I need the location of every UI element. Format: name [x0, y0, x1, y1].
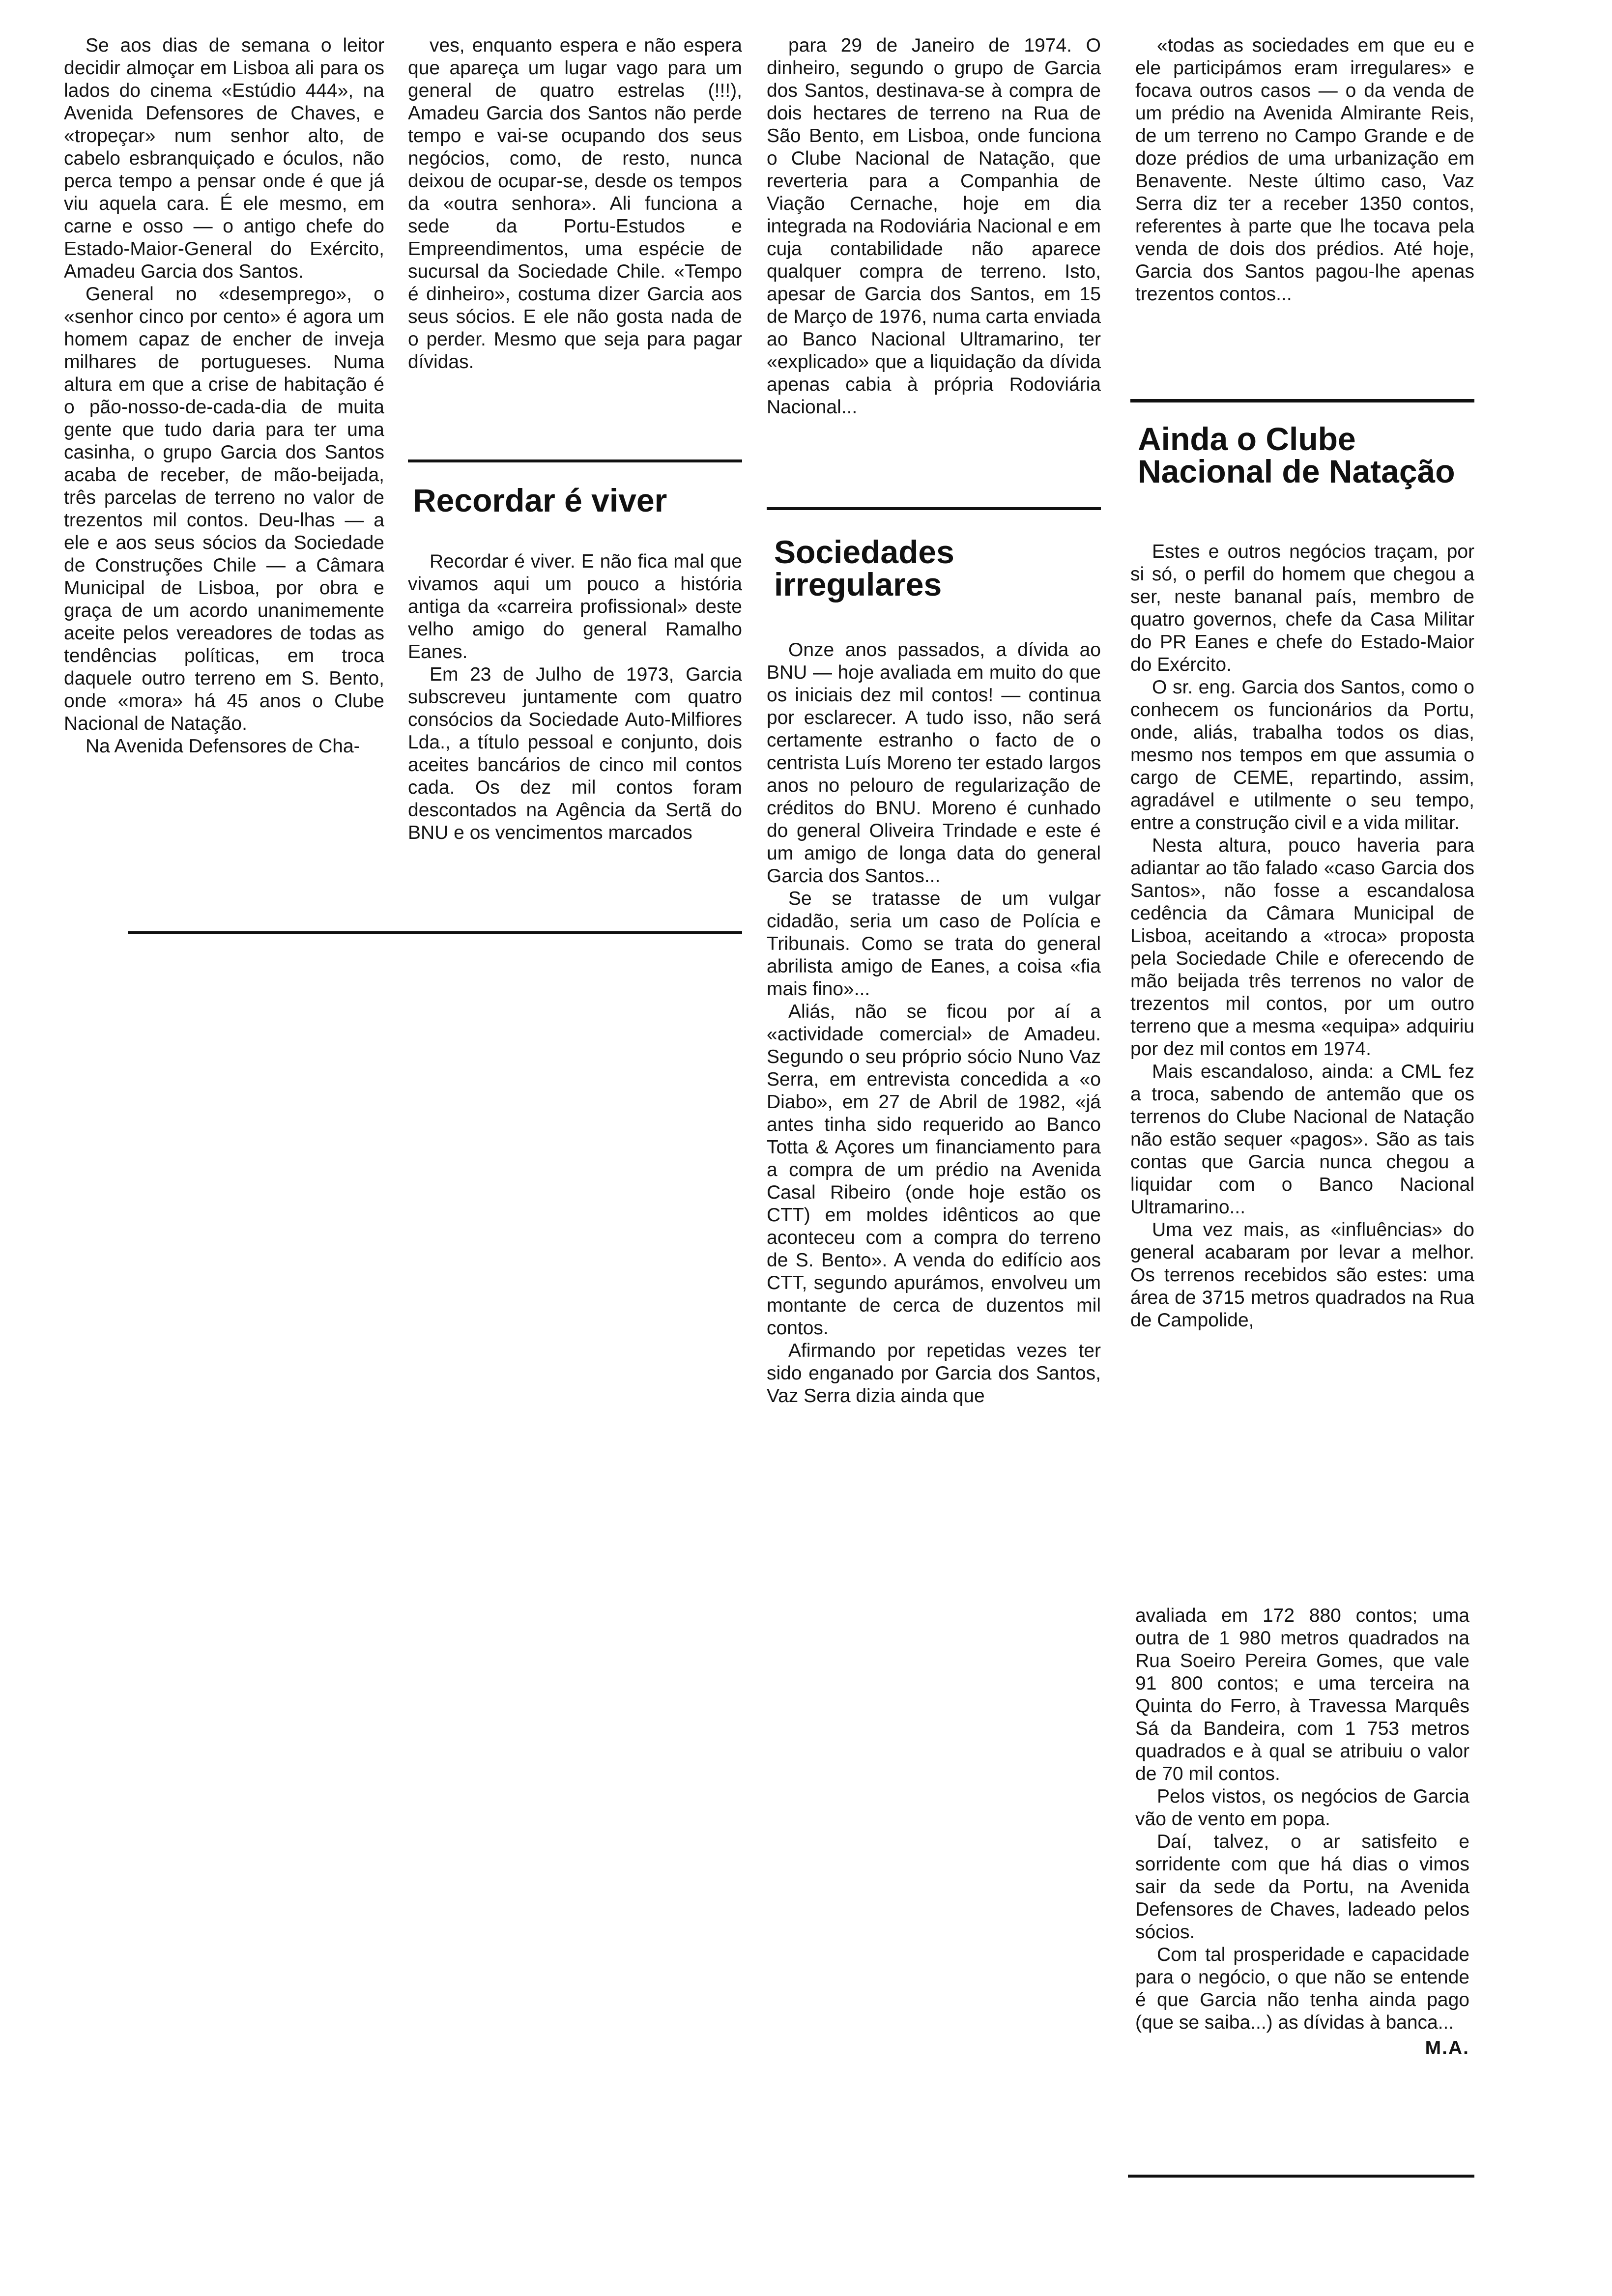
section-divider: [767, 507, 1101, 510]
column-2-lower: [408, 550, 742, 844]
section-divider: [1128, 2175, 1474, 2178]
column-4-section: [1138, 423, 1462, 488]
author-signature: M.A.: [1425, 2038, 1469, 2059]
col4-paragraph: Mais escandaloso, ainda: a CML fez a troca, sabendo de antemão que os terrenos do Clube Nacional de Natação não estão sequer «pagos». São as tais contas que Garcia nunca chegou a liquidar com o Banco Nacional Ultramarino...: [1130, 1061, 1474, 1218]
col1-paragraph: Se aos dias de semana o leitor decidir almoçar em Lisboa ali para os lados do cinema «Estúdio 444», na Avenida Defensores de Chaves, e «tropeçar» num senhor alto, de cabelo esbranquiçado e óculos, não perca tempo a pensar onde é que já viu aquela cara. É ele mesmo, em carne e osso — o antigo chefe do Estado-Maior-General do Exército, Amadeu Garcia dos Santos.: [64, 35, 384, 282]
column-2-section: [413, 484, 737, 517]
col5-paragraph: avaliada em 172 880 contos; uma outra de 1 980 metros quadrados na Rua Soeiro Pereira Gomes, que vale 91 800 contos; e uma terceira na Quinta do Ferro, à Travessa Marquês Sá da Bandeira, com 1 753 metros quadrados e à qual se atribuiu o valor de 70 mil contos.: [1135, 1605, 1469, 1784]
col3-paragraph: Afirmando por repetidas vezes ter sido enganado por Garcia dos Santos, Vaz Serra dizia ainda que: [767, 1340, 1101, 1406]
col3-paragraph: Onze anos passados, a dívida ao BNU — hoje avaliada em muito do que os iniciais dez mil contos! — continua por esclarecer. A tudo isso, não será certamente estranho o facto de o centrista Luís Moreno ter estado largos anos no pelouro de regularização de créditos do BNU. Moreno é cunhado do general Oliveira Trindade e este é um amigo de longa data do general Garcia dos Santos...: [767, 639, 1101, 887]
column-4: [1135, 34, 1474, 306]
heading-recordar-e-viver: Recordar é viver: [413, 482, 667, 518]
col4-paragraph: «todas as sociedades em que eu e ele participámos eram irregulares» e focava outros casos — o da venda de um prédio na Avenida Almirante Reis, de um terreno no Campo Grande e de doze prédios de uma urbanização em Benavente. Neste último caso, Vaz Serra diz ter a receber 1350 contos, referentes à parte que lhe tocava pela venda de dois dos prédios. Até hoje, Garcia dos Santos pagou-lhe apenas trezentos contos...: [1135, 35, 1474, 305]
section-divider: [128, 931, 742, 934]
column-3: [767, 34, 1101, 419]
col5-paragraph: Daí, talvez, o ar satisfeito e sorridente com que há dias o vimos sair da sede da Portu, na Avenida Defensores de Chaves, ladeado pelos sócios.: [1135, 1831, 1469, 1943]
column-4-lower: [1130, 541, 1474, 1332]
column-2: [408, 34, 742, 373]
col2-paragraph: Recordar é viver. E não fica mal que vivamos aqui um pouco a história antiga da «carreira profissional» deste velho amigo do general Ramalho Eanes.: [408, 551, 742, 662]
col3-paragraph: Aliás, não se ficou por aí a «actividade comercial» de Amadeu. Segundo o seu próprio sócio Nuno Vaz Serra, em entrevista concedida a «o Diabo», em 27 de Abril de 1982, «já antes tinha sido requerido ao Banco Totta & Açores um financiamento para a compra de um prédio na Avenida Casal Ribeiro (onde hoje estão os CTT) em moldes idênticos ao que aconteceu com a compra do terreno de S. Bento». A venda do edifício aos CTT, segundo apurámos, envolveu um montante de cerca de duzentos mil contos.: [767, 1001, 1101, 1339]
col3-paragraph: Se se tratasse de um vulgar cidadão, seria um caso de Polícia e Tribunais. Como se trata do general abrilista amigo de Eanes, a coisa «fia mais fino»...: [767, 888, 1101, 1000]
col1-paragraph: General no «desemprego», o «senhor cinco por cento» é agora um homem capaz de encher de inveja milhares de portugueses. Numa altura em que a crise de habitação é o pão-nosso-de-cada-dia de muita gente que tudo daria para ter uma casinha, o grupo Garcia dos Santos acaba de receber, de mão-beijada, três parcelas de terreno no valor de trezentos mil contos. Deu-lhas — a ele e aos seus sócios da Sociedade de Construções Chile — a Câmara Municipal de Lisboa, por obra e graça de um acordo unanimemente aceite pelos vereadores de todas as tendências políticas, em troca daquele outro terreno em S. Bento, onde «mora» há 45 anos o Clube Nacional de Natação.: [64, 284, 384, 734]
col4-paragraph: Estes e outros negócios traçam, por si só, o perfil do homem que chegou a ser, neste bananal país, membro de quatro governos, chefe da Casa Militar do PR Eanes e chefe do Estado-Maior do Exército.: [1130, 541, 1474, 675]
col4-paragraph: O sr. eng. Garcia dos Santos, como o conhecem os funcionários da Portu, onde, aliás, trabalha todos os dias, mesmo nos tempos em que assumia o cargo de CEME, repartindo, assim, agradável e utilmente o seu tempo, entre a construção civil e a vida militar.: [1130, 677, 1474, 833]
col4-paragraph: Uma vez mais, as «influências» do general acabaram por levar a melhor. Os terrenos recebidos são estes: uma área de 3715 metros quadrados na Rua de Campolide,: [1130, 1219, 1474, 1331]
col2-paragraph: Em 23 de Julho de 1973, Garcia subscreveu juntamente com quatro consócios da Sociedade Auto-Milfiores Lda., a título pessoal e conjunto, dois aceites bancários de cinco mil contos cada. Os dez mil contos foram descontados na Agência da Sertã do BNU e os vencimentos marcados: [408, 664, 742, 843]
col5-paragraph: Com tal prosperidade e capacidade para o negócio, o que não se entende é que Garcia não tenha ainda pago (que se saiba...) as dívidas à banca...: [1135, 1944, 1469, 2033]
heading-sociedades-irregulares: Sociedades irregulares: [774, 534, 954, 603]
col3-paragraph: para 29 de Janeiro de 1974. O dinheiro, segundo o grupo de Garcia dos Santos, destinava-se à compra de dois hectares de terreno na Rua de São Bento, em Lisboa, onde funciona o Clube Nacional de Natação, que reverteria para a Companhia de Viação Cernache, hoje em dia integrada na Rodoviária Nacional e em cuja contabilidade não aparece qualquer compra de terreno. Isto, apesar de Garcia dos Santos, em 15 de Março de 1976, numa carta enviada ao Banco Nacional Ultramarino, ter «explicado» que a liquidação da dívida apenas cabia à própria Rodoviária Nacional...: [767, 35, 1101, 418]
col5-paragraph: Pelos vistos, os negócios de Garcia vão de vento em popa.: [1135, 1786, 1469, 1830]
column-5: [1135, 1605, 1469, 2060]
col1-paragraph: Na Avenida Defensores de Cha-: [86, 736, 360, 757]
section-divider: [408, 459, 742, 462]
heading-ainda-o-clube: Ainda o Clube Nacional de Natação: [1138, 421, 1455, 489]
col4-paragraph: Nesta altura, pouco haveria para adiantar ao tão falado «caso Garcia dos Santos», não fosse a escandalosa cedência da Câmara Municipal de Lisboa, aceitando a «troca» proposta pela Sociedade Chile e oferecendo de mão beijada três terrenos no valor de trezentos mil contos, por um outro terreno que a mesma «equipa» adquiriu por dez mil contos em 1974.: [1130, 835, 1474, 1060]
section-divider: [1130, 399, 1474, 402]
column-1: [64, 34, 384, 758]
column-3-section: [774, 536, 1098, 601]
col2-paragraph: ves, enquanto espera e não espera que apareça um lugar vago para um general de quatro estrelas (!!!), Amadeu Garcia dos Santos não perde tempo e vai-se ocupando dos seus negócios, como, de resto, nunca deixou de ocupar-se, desde os tempos da «outra senhora». Ali funciona a sede da Portu-Estudos e Empreendimentos, uma espécie de sucursal da Sociedade Chile. «Tempo é dinheiro», costuma dizer Garcia aos seus sócios. E ele não gosta nada de o perder. Mesmo que seja para pagar dívidas.: [408, 35, 742, 373]
column-3-lower: [767, 639, 1101, 1407]
